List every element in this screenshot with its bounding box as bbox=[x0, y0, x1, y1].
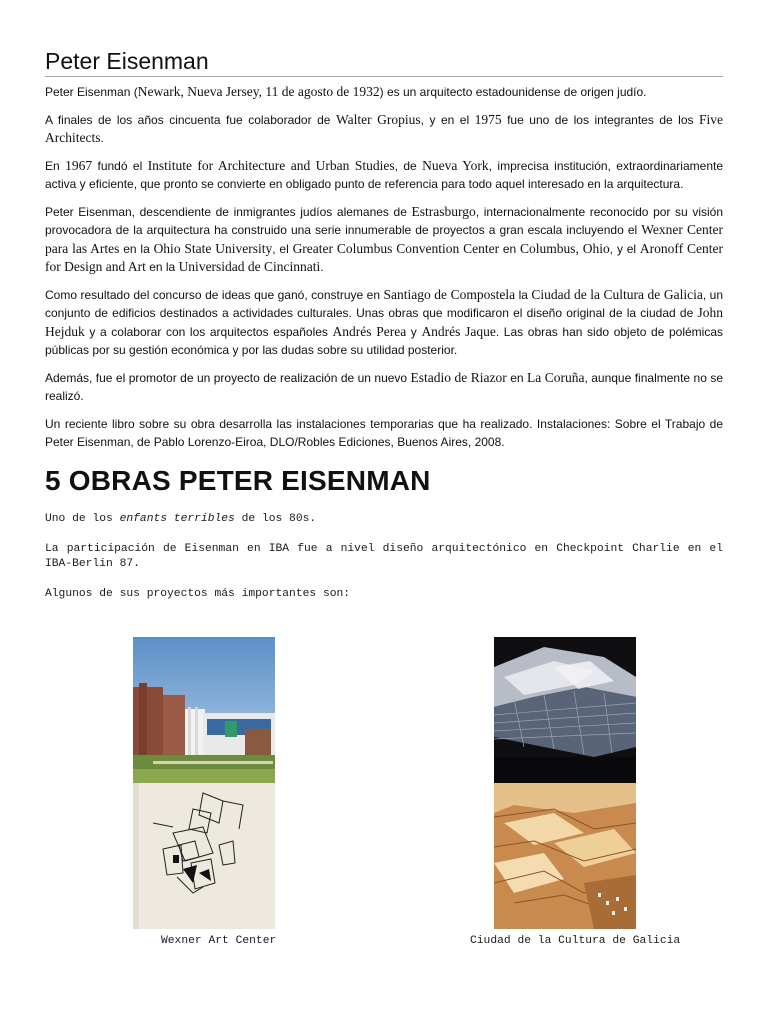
paragraph-riazor: Además, fue el promotor de un proyecto de realización de un nuevo Estadio de Riazor en La Coruña, aunque finalmente no se realizó. bbox=[45, 369, 723, 403]
galicia-site-photo bbox=[494, 783, 636, 929]
wexner-sketch bbox=[133, 783, 275, 929]
mono-line-enfants: Uno de los enfants terribles de los 80s. bbox=[45, 512, 317, 525]
paragraph-institute: En 1967 fundó el Institute for Architecture and Urban Studies, de Nueva York, imprecisa institución, extraordinariamente activa y eficiente, que pronto se convierte en obligado punto de referencia para todo aquel interesado en la arquitectura. bbox=[45, 157, 723, 191]
mono-paragraph-iba: La participación de Eisenman en IBA fue a nivel diseño arquitectónico en Checkpoint Charlie en el IBA-Berlin 87. bbox=[45, 542, 723, 570]
wexner-center-illustration bbox=[133, 637, 275, 783]
page-title: Peter Eisenman bbox=[45, 46, 723, 77]
paragraph-projects: Peter Eisenman, descendiente de inmigrantes judíos alemanes de Estrasburgo, internacionalmente reconocido por su visión provocadora de la arquitectura ha construido una serie innumerable de proyectos a gran escala incluyendo el Wexner Center para las Artes en la Ohio State University, el Greater Columbus Convention Center en Columbus, Ohio, y el Aronoff Center for Design and Art en la Universidad de Cincinnati. bbox=[45, 203, 724, 274]
paragraph-galicia: Como resultado del concurso de ideas que ganó, construye en Santiago de Compostela la Ciudad de la Cultura de Galicia, un conjunto de edificios destinados a actividades culturales. Unas obras que modificaron el diseño original de la ciudad de John Hejduk y a colaborar con los arquitectos españoles Andrés Perea y Andrés Jaque. Las obras han sido objeto de polémicas públicas por su gestión económica y por las dudas sobre su utilidad posterior. bbox=[45, 286, 724, 357]
paragraph-intro: Peter Eisenman (Newark, Nueva Jersey, 11 de agosto de 1932) es un arquitecto estadounidense de origen judío. bbox=[45, 84, 647, 99]
sketch-illustration bbox=[133, 783, 275, 929]
galicia-model-illustration bbox=[494, 637, 636, 783]
document-page bbox=[45, 46, 723, 602]
galicia-model-photo bbox=[494, 637, 636, 783]
caption-galicia: Ciudad de la Cultura de Galicia bbox=[470, 935, 681, 947]
wexner-center-photo bbox=[133, 637, 275, 783]
paragraph-gropius: A finales de los años cincuenta fue colaborador de Walter Gropius, y en el 1975 fue uno de los integrantes de los Five Architects. bbox=[45, 111, 723, 145]
mono-line-projects: Algunos de sus proyectos más importantes son: bbox=[45, 587, 351, 600]
galicia-site-illustration bbox=[494, 783, 636, 929]
paragraph-book: Un reciente libro sobre su obra desarrolla las instalaciones temporarias que ha realizado. Instalaciones: Sobre el Trabajo de Peter Eisenman, de Pablo Lorenzo-Eiroa, DLO/Robles Ediciones, Buenos Aires, 2008. bbox=[45, 416, 723, 449]
caption-wexner: Wexner Art Center bbox=[161, 935, 277, 947]
section-heading: 5 OBRAS PETER EISENMAN bbox=[45, 464, 431, 496]
